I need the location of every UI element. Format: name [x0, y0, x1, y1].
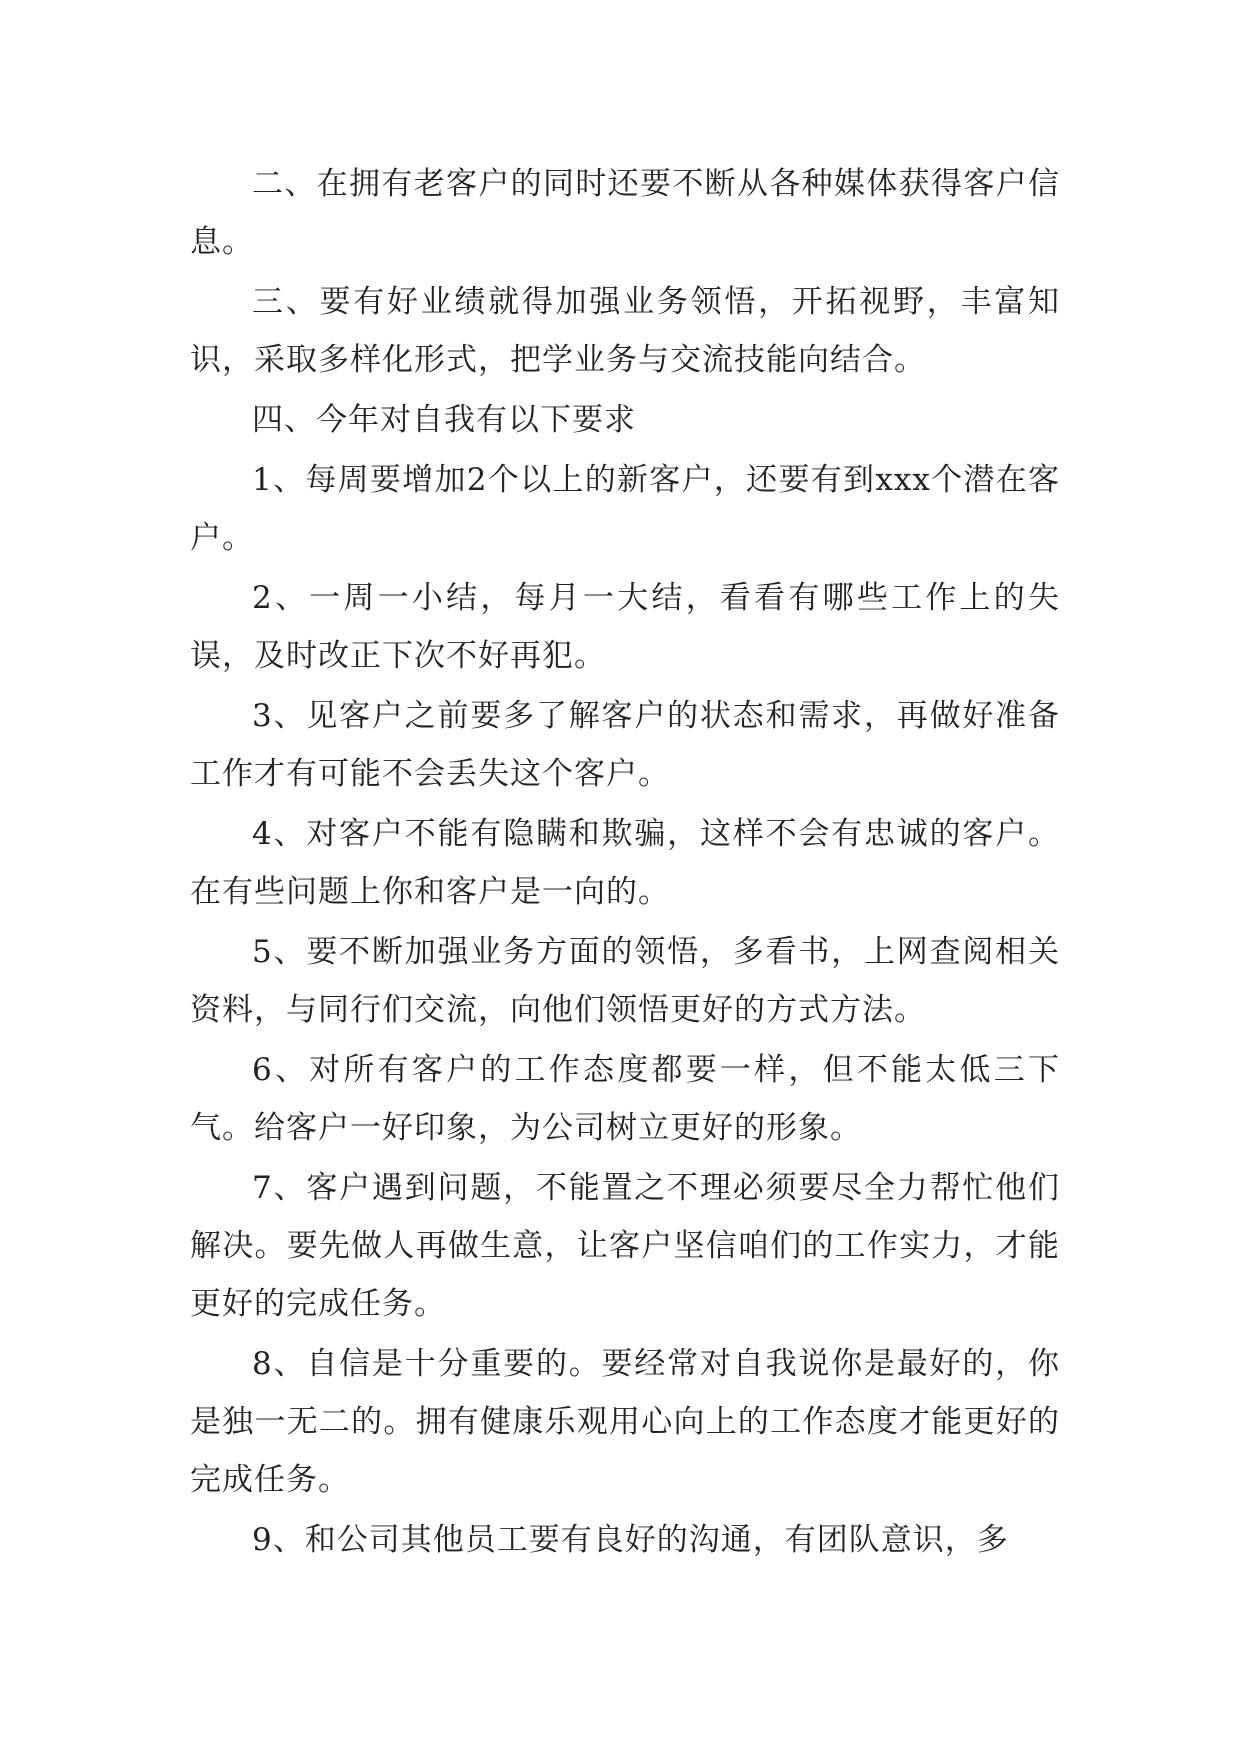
requirement-item-9: 9、和公司其他员工要有良好的沟通，有团队意识，多	[252, 1522, 1009, 1558]
paragraph-item-3: 三、要有好业绩就得加强业务领悟，开拓视野，丰富知识，采取多样化形式，把学业务与交流技能向结合。	[190, 284, 1060, 378]
requirement-item-4: 4、对客户不能有隐瞒和欺骗，这样不会有忠诚的客户。在有些问题上你和客户是一向的。	[190, 816, 1060, 910]
requirement-item-2: 2、一周一小结，每月一大结，看看有哪些工作上的失误，及时改正下次不好再犯。	[190, 580, 1060, 674]
paragraph-item-4-heading: 四、今年对自我有以下要求	[252, 402, 636, 438]
requirement-item-5: 5、要不断加强业务方面的领悟，多看书，上网查阅相关资料，与同行们交流，向他们领悟更好的方式方法。	[190, 934, 1060, 1028]
requirement-item-7: 7、客户遇到问题，不能置之不理必须要尽全力帮忙他们解决。要先做人再做生意，让客户坚信咱们的工作实力，才能更好的完成任务。	[190, 1170, 1060, 1322]
requirement-item-3: 3、见客户之前要多了解客户的状态和需求，再做好准备工作才有可能不会丢失这个客户。	[190, 698, 1060, 792]
requirement-item-8: 8、自信是十分重要的。要经常对自我说你是最好的，你是独一无二的。拥有健康乐观用心向上的工作态度才能更好的完成任务。	[190, 1346, 1060, 1498]
requirement-item-1: 1、每周要增加2个以上的新客户，还要有到xxx个潜在客户。	[190, 462, 1060, 556]
document-body	[190, 155, 1060, 1569]
requirement-item-6: 6、对所有客户的工作态度都要一样，但不能太低三下气。给客户一好印象，为公司树立更好的形象。	[190, 1052, 1060, 1146]
paragraph-item-2: 二、在拥有老客户的同时还要不断从各种媒体获得客户信息。	[190, 166, 1060, 260]
